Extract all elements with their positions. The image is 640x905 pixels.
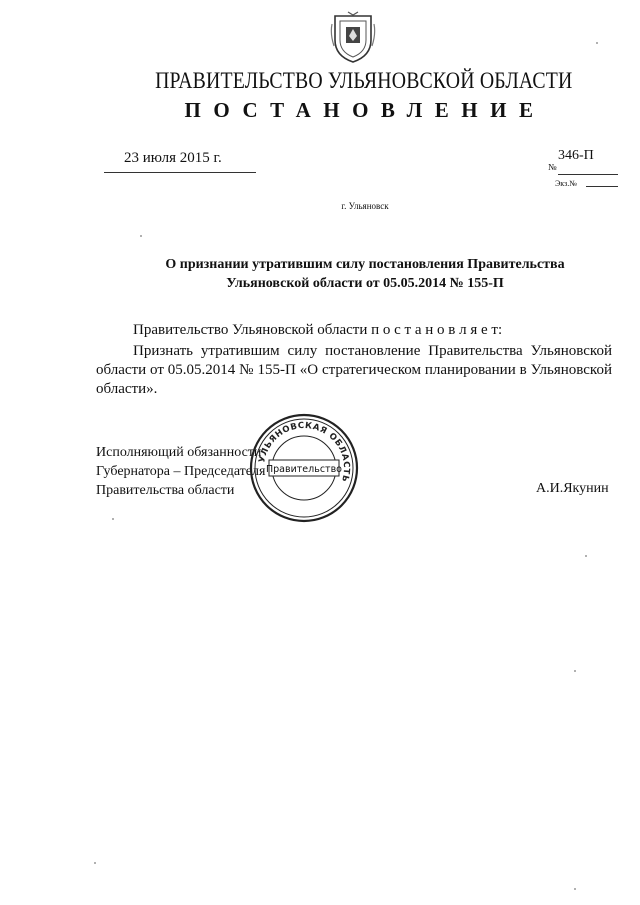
stamp-center-text: Правительство: [266, 464, 342, 475]
resolution-paragraph: Признать утратившим силу постановление Правительства Ульяновской области от 05.05.2014 № 155-П «О стратегическом планировании в Ульяновской области».: [96, 343, 612, 397]
signatory-name: А.И.Якунин: [536, 481, 609, 496]
document-type: ПОСТАНОВЛЕНИЕ: [184, 98, 546, 122]
title-line-2: Ульяновской области от 05.05.2014 № 155-П: [226, 276, 504, 291]
copy-label: Экз.№: [555, 179, 577, 188]
scan-speck: [140, 235, 142, 237]
signatory-line-2: Губернатора – Председателя: [96, 464, 266, 479]
signatory-line-3: Правительства области: [96, 483, 235, 498]
official-seal-stamp: [248, 412, 360, 524]
resolution-intro: Правительство Ульяновской области п о с т а н о в л я е т:: [133, 322, 503, 338]
title-line-1: О признании утратившим силу постановления Правительства: [165, 257, 565, 272]
number-underline: [558, 174, 618, 175]
stamp-ring-text: УЛЬЯНОВСКАЯ ОБЛАСТЬ: [257, 420, 352, 484]
scan-speck: [574, 670, 576, 672]
document-date: 23 июля 2015 г.: [124, 150, 222, 166]
organization-name: ПРАВИТЕЛЬСТВО УЛЬЯНОВСКОЙ ОБЛАСТИ: [155, 68, 573, 93]
coat-of-arms-emblem: [330, 10, 376, 64]
scan-speck: [585, 555, 587, 557]
scan-speck: [596, 42, 598, 44]
document-title: [0, 255, 640, 293]
city: г. Ульяновск: [341, 201, 389, 211]
signatory-position: [96, 443, 265, 500]
scan-speck: [112, 518, 114, 520]
copy-underline: [586, 186, 618, 187]
scan-speck: [574, 888, 576, 890]
date-underline: [104, 172, 256, 173]
signatory-line-1: Исполняющий обязанности: [96, 445, 262, 460]
scan-speck: [94, 862, 96, 864]
number-sign: №: [548, 162, 557, 172]
document-number: 346-П: [558, 148, 594, 163]
